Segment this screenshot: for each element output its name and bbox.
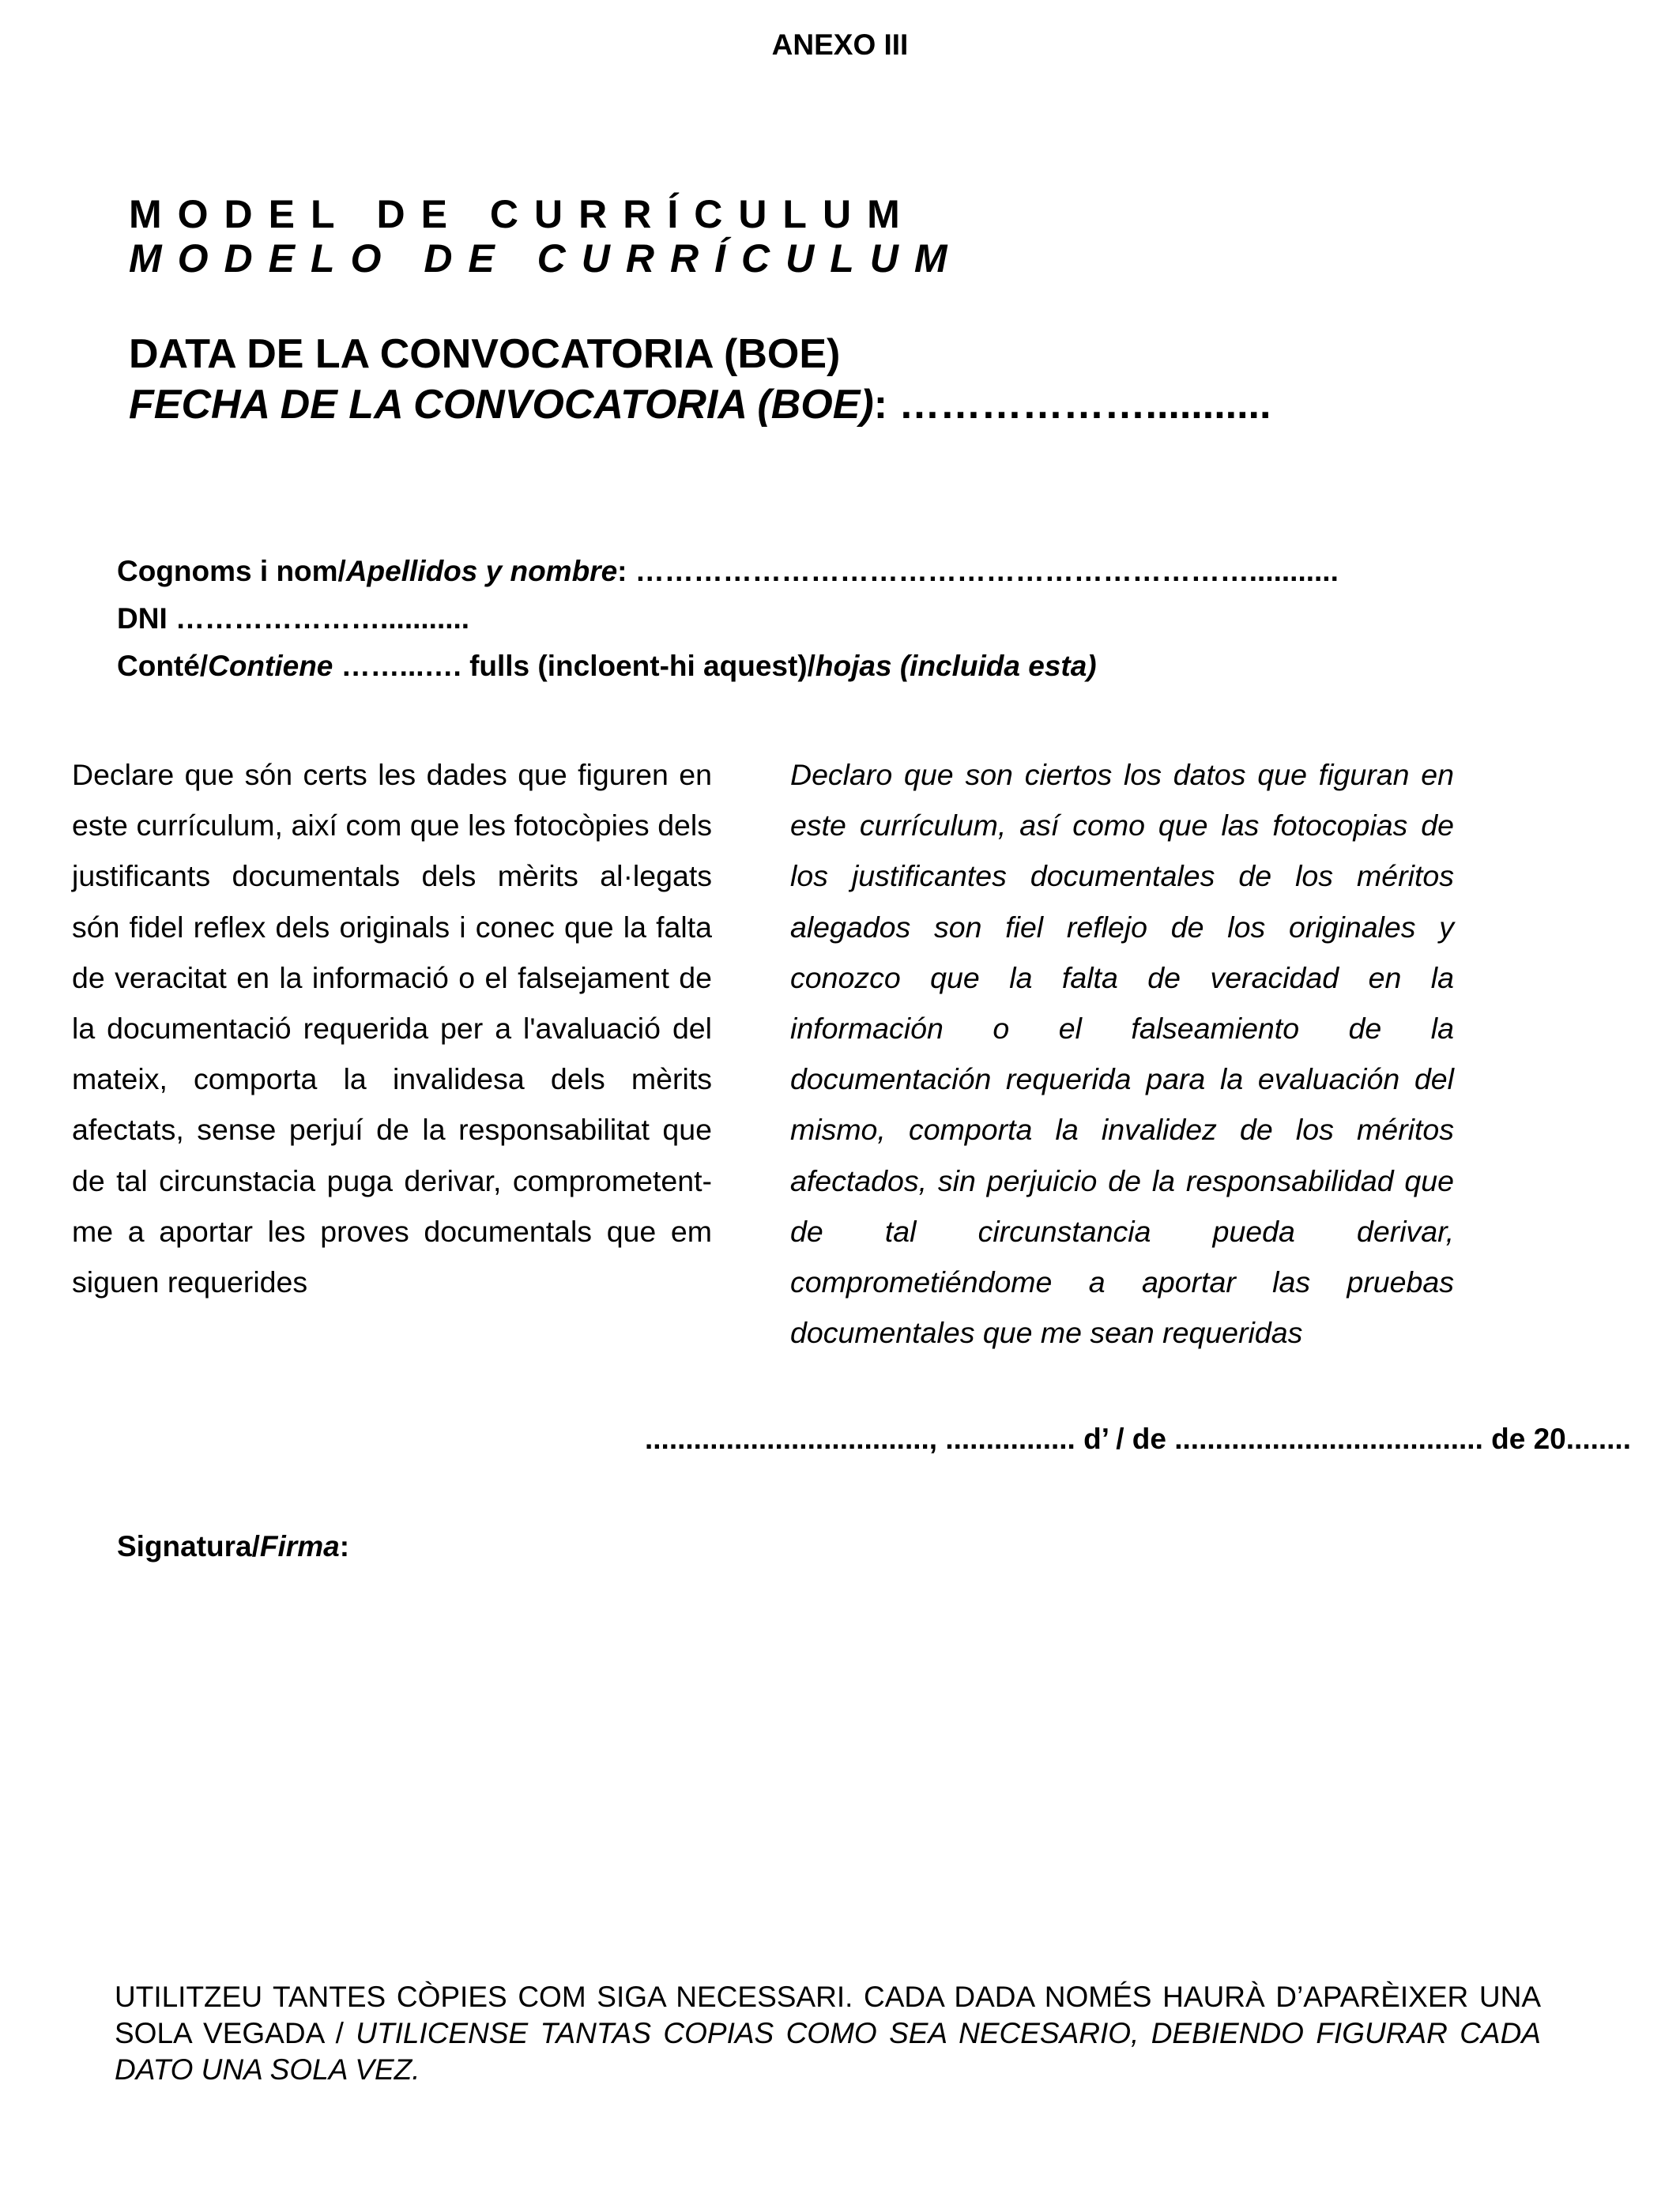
declaration-spanish: Declaro que son ciertos los datos que figuran en este currículum, así como que las fotocopias de los justificantes documentales de los méritos alegados son fiel reflejo de los originales y conozco que la falta de veracidad en la información o el falseamiento de la documentación requerida para la evaluación del mismo, comporta la invalidez de los méritos afectados, sin perjuicio de la responsabilidad que de tal circunstancia pueda derivar, comprometiéndome a aportar las pruebas documentales que me sean requeridas — [790, 758, 1454, 1350]
footer-note-catalan: UTILITZEU TANTES CÒPIES COM SIGA NECESSARI. CADA DADA NOMÉS HAURÀ D’APARÈIXER UNA SOLA VEGADA / — [115, 1981, 1541, 2049]
pages-suffix-spanish: hojas (incluida esta) — [815, 650, 1097, 682]
document-title-catalan: MODEL DE CURRÍCULUM — [129, 192, 916, 236]
convocation-date-label-spanish: FECHA DE LA CONVOCATORIA (BOE) — [129, 382, 874, 428]
annex-heading: ANEXO III — [771, 28, 909, 61]
name-blank[interactable]: ………………………………………………………........... — [627, 555, 1339, 587]
signature-field — [117, 1530, 349, 1563]
pages-field — [117, 650, 1097, 683]
name-separator: : — [617, 555, 627, 587]
convocation-date-separator: : — [873, 382, 888, 428]
name-label-spanish: Apellidos y nombre — [345, 555, 618, 587]
name-label-catalan: Cognoms i nom/ — [117, 555, 346, 587]
name-field — [117, 555, 1339, 588]
convocation-date-label-catalan: DATA DE LA CONVOCATORIA (BOE) — [129, 331, 841, 377]
footer-note-spanish: UTILICENSE TANTAS COPIAS COMO SEA NECESARIO, DEBIENDO FIGURAR CADA DATO UNA SOLA VEZ. — [115, 2017, 1541, 2086]
pages-blank[interactable]: ……...…. — [333, 650, 470, 682]
footer-note — [115, 1979, 1541, 2088]
document-title-spanish: MODELO DE CURRÍCULUM — [129, 236, 963, 281]
dni-label: DNI — [117, 602, 175, 635]
signature-label-spanish: Firma — [259, 1530, 340, 1563]
dni-blank[interactable]: …………………........... — [175, 602, 470, 635]
signature-label-catalan: Signatura/ — [117, 1530, 260, 1563]
pages-label-catalan: Conté/ — [117, 650, 209, 682]
pages-suffix-catalan: fulls (incloent-hi aquest)/ — [469, 650, 816, 682]
place-date-line[interactable]: ..................................., ................ d’ / de ...................................... de 20........ — [644, 1423, 1631, 1455]
pages-label-spanish: Contiene — [208, 650, 333, 682]
convocation-date-blank[interactable]: ………………........... — [887, 382, 1271, 428]
convocation-date-line — [129, 381, 1271, 428]
signature-separator: : — [339, 1530, 350, 1563]
dni-field — [117, 602, 469, 635]
declaration-catalan: Declare que són certs les dades que figuren en este currículum, així com que les fotocòpies dels justificants documentals dels mèrits al·legats són fidel reflex dels originals i conec que la falta de veracitat en la informació o el falsejament de la documentació requerida per a l'avaluació del mateix, comporta la invalidesa dels mèrits afectats, sense perjuí de la responsabilitat que de tal circunstacia puga derivar, comprometent-me a aportar les proves documentals que em siguen requerides — [72, 758, 712, 1299]
